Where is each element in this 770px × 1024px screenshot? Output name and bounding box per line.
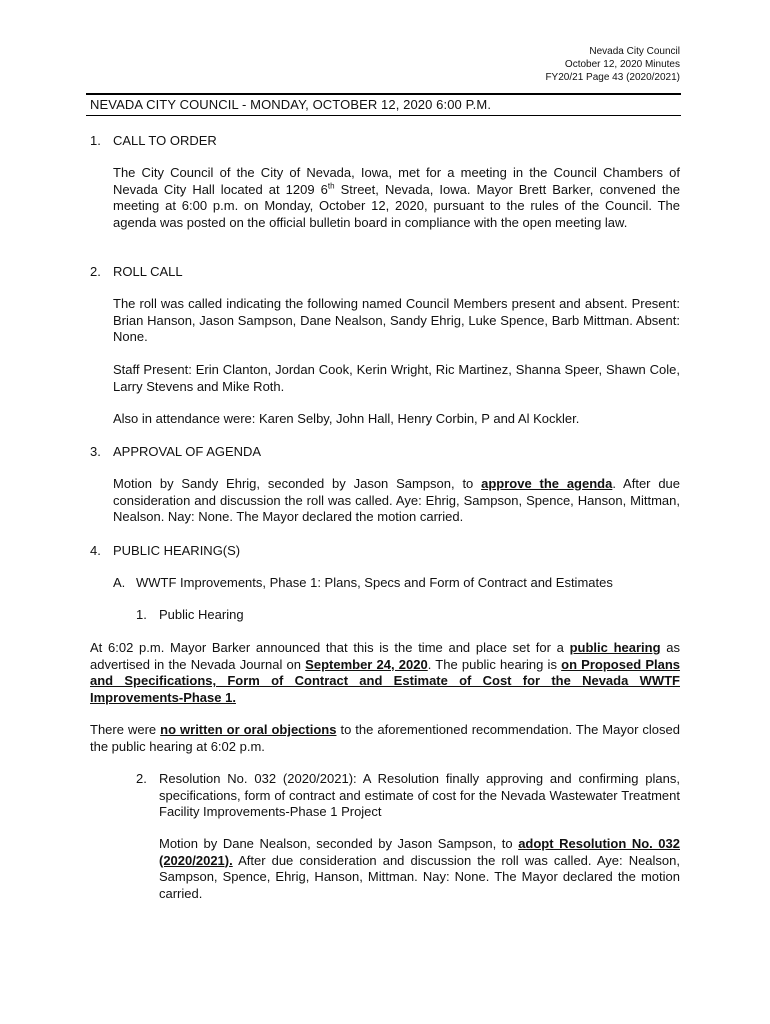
title-rule-top [86, 93, 681, 95]
motion-text-c: After due consideration and discussion the roll was called. Aye: Nealson, Sampson, Spence, Ehrig, Hanson, Mittman. Nay: None. The Mayor declared the motion carried. [159, 852, 680, 901]
obj-bold: no written or oral objections [160, 722, 337, 737]
item-a-text: WWTF Improvements, Phase 1: Plans, Specs and Form of Contract and Estimates [136, 575, 613, 590]
header-line-1: Nevada City Council [589, 46, 680, 57]
header-line-2: October 12, 2020 Minutes [564, 59, 680, 70]
ph-bold-topic: on Proposed Plans and Specifications, Form of Contract and Estimate of Cost for the Nevada WWTF Improvements-Phase 1. [90, 656, 681, 705]
page-header [545, 45, 680, 84]
subitem-1-text: Public Hearing [159, 607, 244, 622]
section-1-heading: CALL TO ORDER [113, 133, 217, 148]
s3-bold-approve-agenda: approve the agenda [481, 476, 613, 491]
s1-text-b: Street, Nevada, Iowa. Mayor Brett Barker, convened the meeting at 6:00 p.m. on Monday, October 12, 2020, pursuant to the rules of the Council. The agenda was posted on the official bulletin board in compliance with the open meeting law. [113, 181, 680, 230]
section-1-number: 1. [90, 133, 101, 148]
subitem-2-text: Resolution No. 032 (2020/2021): A Resolution finally approving and confirming plans, specifications, form of contract and estimate of cost for the Nevada Wastewater Treatment Facility Improvements-Phase 1 Project [159, 771, 680, 819]
ph-text-c: as advertised in the Nevada Journal on [90, 640, 680, 672]
section-4-heading: PUBLIC HEARING(S) [113, 543, 241, 558]
section-2-number: 2. [90, 264, 101, 279]
ph-bold-public-hearing: public hearing [569, 640, 661, 655]
section-3-number: 3. [90, 444, 101, 459]
s1-superscript: th [327, 181, 335, 191]
s3-text-b: . After due consideration and discussion the roll was called. Aye: Ehrig, Sampson, Spence, Hanson, Mittman, Nealson. Nay: None. The Mayor declared the motion carried. [113, 476, 681, 524]
public-hearing-paragraph [90, 640, 680, 706]
section-1-paragraph [113, 165, 680, 231]
motion-bold-adopt-resolution: adopt Resolution No. 032 (2020/2021). [159, 836, 680, 868]
section-3-heading: APPROVAL OF AGENDA [113, 444, 262, 459]
objections-paragraph [90, 722, 680, 755]
ph-bold-date: September 24, 2020 [305, 656, 428, 672]
subitem-2-motion [159, 836, 680, 902]
section-3-paragraph [113, 476, 680, 526]
ph-text-a: At 6:02 p.m. Mayor Barker announced that this is the time and place set for a [90, 640, 570, 655]
title-rule-bottom [86, 115, 681, 116]
section-2-paragraph-2: Staff Present: Erin Clanton, Jordan Cook, Kerin Wright, Ric Martinez, Shanna Speer, Shawn Cole, Larry Stevens and Mike Roth. [113, 362, 680, 394]
subitem-2-number: 2. [136, 771, 147, 786]
ph-text-d: . The public hearing is [427, 656, 562, 672]
subitem-1-number: 1. [136, 607, 147, 622]
obj-text-a: There were [90, 722, 161, 737]
section-4-number: 4. [90, 543, 101, 558]
header-line-3: FY20/21 Page 43 (2020/2021) [545, 72, 680, 83]
item-a-label: A. [113, 575, 126, 590]
s3-text-a: Motion by Sandy Ehrig, seconded by Jason Sampson, to [113, 476, 482, 491]
section-2-paragraph-3: Also in attendance were: Karen Selby, John Hall, Henry Corbin, P and Al Kockler. [113, 411, 580, 426]
obj-text-c: to the aforementioned recommendation. The Mayor closed the public hearing at 6:02 p.m. [90, 722, 680, 754]
document-title: NEVADA CITY COUNCIL - MONDAY, OCTOBER 12, 2020 6:00 P.M. [90, 97, 492, 112]
motion-text-a: Motion by Dane Nealson, seconded by Jason Sampson, to [159, 836, 519, 851]
section-2-paragraph-1: The roll was called indicating the following named Council Members present and absent. Present: Brian Hanson, Jason Sampson, Dane Nealson, Sandy Ehrig, Luke Spence, Barb Mittman. Absent: None. [113, 296, 680, 344]
s1-text-a: The City Council of the City of Nevada, Iowa, met for a meeting in the Council Chambers of Nevada City Hall located at 1209 6 [113, 165, 680, 197]
section-2-heading: ROLL CALL [113, 264, 183, 279]
